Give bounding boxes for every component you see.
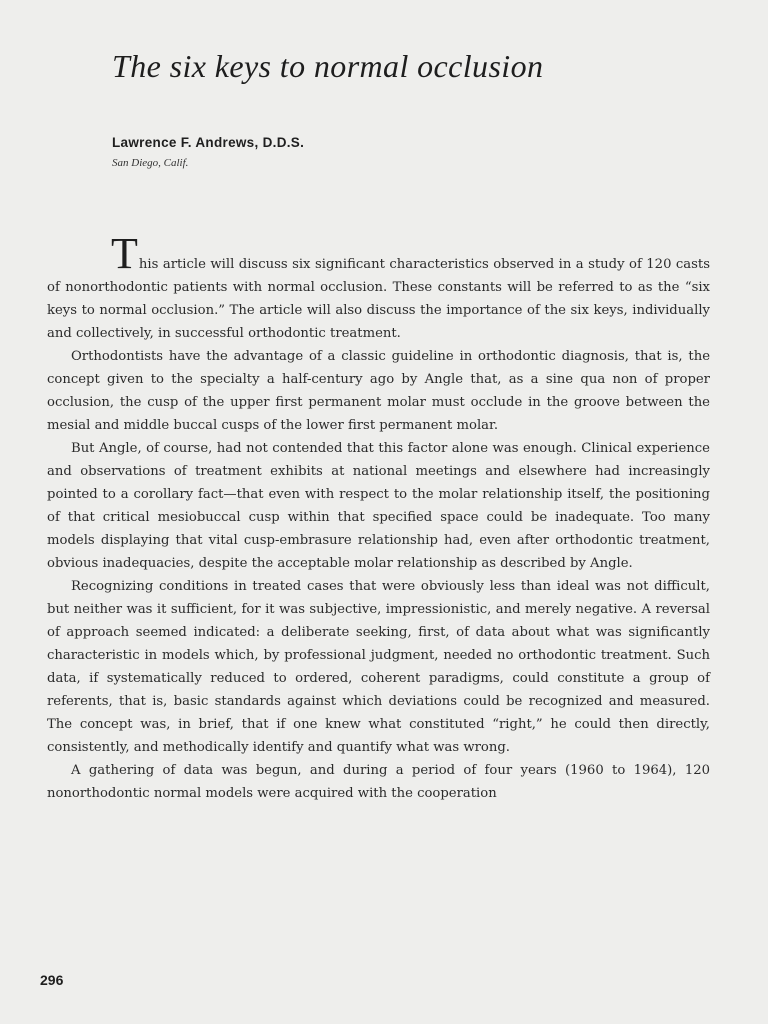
- opening-paragraph: [47, 229, 710, 345]
- opening-text: his article will discuss six significant characteristics observed in a study of 120 casts of nonorthodontic patients with normal occlusion. These constants will be referred to as the “six keys to normal occlusion.” The article will also discuss the importance of the six keys, individually and collectively, in successful orthodontic treatment.: [47, 257, 710, 341]
- body-paragraph: A gathering of data was begun, and during a period of four years (1960 to 1964), 120 nonorthodontic normal models were acquired with the cooperation: [47, 763, 710, 801]
- drop-cap: T: [111, 229, 138, 278]
- author-name: Lawrence F. Andrews, D.D.S.: [112, 135, 305, 150]
- body-paragraph: Recognizing conditions in treated cases that were obviously less than ideal was not difficult, but neither was it sufficient, for it was subjective, impressionistic, and merely negative. A reversal of approach seemed indicated: a deliberate seeking, first, of data about what was significantly characteristic in models which, by professional judgment, needed no orthodontic treatment. Such data, if systematically reduced to ordered, coherent paradigms, could constitute a group of referents, that is, basic standards against which deviations could be recognized and measured. The concept was, in brief, that if one knew what constituted “right,” he could then directly, consistently, and methodically identify and quantify what was wrong.: [47, 579, 710, 755]
- body-paragraph: But Angle, of course, had not contended that this factor alone was enough. Clinical experience and observations of treatment exhibits at national meetings and elsewhere had increasingly pointed to a corollary fact—that even with respect to the molar relationship itself, the positioning of that critical mesiobuccal cusp within that specified space could be inadequate. Too many models displaying that vital cusp-embrasure relationship had, even after orthodontic treatment, obvious inadequacies, despite the acceptable molar relationship as described by Angle.: [47, 441, 710, 571]
- article-body: [47, 229, 710, 805]
- author-location: San Diego, Calif.: [112, 157, 189, 169]
- page-number: 296: [40, 972, 64, 988]
- body-paragraph: Orthodontists have the advantage of a classic guideline in orthodontic diagnosis, that is, the concept given to the specialty a half-century ago by Angle that, as a sine qua non of proper occlusion, the cusp of the upper first permanent molar must occlude in the groove between the mesial and middle buccal cusps of the lower first permanent molar.: [47, 349, 710, 433]
- article-title: The six keys to normal occlusion: [112, 48, 544, 84]
